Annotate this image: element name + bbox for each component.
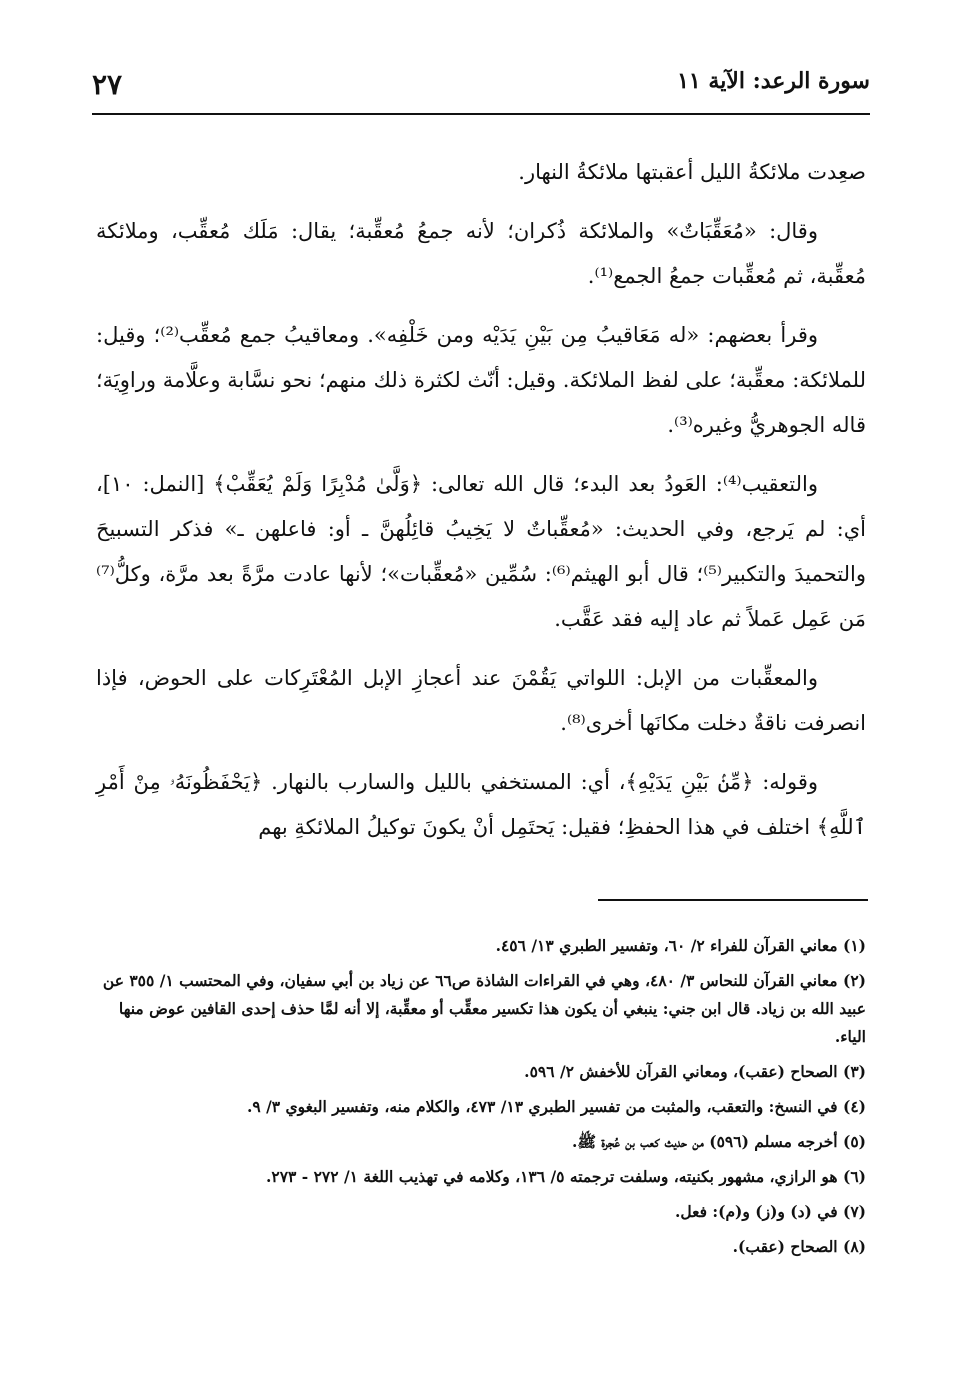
paragraph: صعِدت ملائكةُ الليل أعقبتها ملائكةُ النهار. xyxy=(518,160,866,184)
footnote-separator xyxy=(598,899,868,901)
running-title: سورة الرعد: الآية ١١ xyxy=(677,68,870,94)
paragraph: وقرأ بعضهم: «له مَعَاقيبُ مِن بَيْنِ يَدَيْه ومن خَلْفِه». ومعاقيبُ جمع مُعقِّب⁽²⁾؛ وقيل: للملائكة: معقِّبة؛ على لفظ الملائكة. وقيل: أنّث لكثرة ذلك منهم؛ نحو نسَّابة وعلَّامة وراوِيَة؛ قاله الجوهريُّ وغيره⁽³⁾. xyxy=(96,323,866,437)
footnote: (٦) هو الرازي، مشهور بكنيته، وسلفت ترجمته ٥/ ١٣٦، وكلامه في تهذيب اللغة ١/ ٢٧٢ - ٢٧٣. xyxy=(265,1167,866,1186)
paragraph: والمعقِّبات من الإبل: اللواتي يَقُمْنَ عند أعجازِ الإبل المُعْتَرِكات على الحوض، فإذا انصرفت ناقةٌ دخلت مكانَها أخرى⁽⁸⁾. xyxy=(96,666,866,735)
main-text xyxy=(96,150,866,864)
footnote: (٤) في النسخ: والتعقب، والمثبت من تفسير الطبري ١٣/ ٤٧٣، والكلام منه، وتفسير البغوي ٣/ ٩. xyxy=(246,1097,866,1116)
footnote: (٣) الصحاح (عقب)، ومعاني القرآن للأخفش ٢/ ٥٩٦. xyxy=(524,1062,866,1081)
footnotes xyxy=(96,932,866,1268)
footnote: (١) معاني القرآن للفراء ٢/ ٦٠، وتفسير الطبري ١٣/ ٤٥٦. xyxy=(495,936,866,955)
paragraph: وقوله: ﴿مِّنۢ بَيْنِ يَدَيْهِ﴾، أي: المستخفي بالليل والسارب بالنهار. ﴿يَحْفَظُونَهُۥ مِنْ أَمْرِ ٱللَّهِ﴾ اختلف في هذا الحفظِ؛ فقيل: يَحتَمِل أنْ يكونَ توكيلُ الملائكةِ بهم xyxy=(96,770,866,839)
footnote: (٢) معاني القرآن للنحاس ٣/ ٤٨٠، وهي في القراءات الشاذة ص٦٦ عن زياد بن أبي سفيان، وفي المحتسب ١/ ٣٥٥ عن عبيد الله بن زياد. قال ابن جني: ينبغي أن يكون هذا تكسير معقِّب أو معقِّبة، إلا أنه لمَّا حذف إحدى القافين عوض منها الياء. xyxy=(102,971,866,1046)
header-rule xyxy=(92,113,870,115)
paragraph: وقال: «مُعَقِّبَاتٌ» والملائكة ذُكران؛ لأنه جمعُ مُعقِّبة؛ يقال: مَلَك مُعقِّب، وملائكة مُعقِّبة، ثم مُعقِّبات جمعُ الجمع⁽¹⁾. xyxy=(96,219,866,288)
footnote: (٨) الصحاح (عقب). xyxy=(732,1237,866,1256)
paragraph: والتعقيب⁽⁴⁾: العَودُ بعد البدء؛ قال الله تعالى: ﴿وَلَّىٰ مُدْبِرًا وَلَمْ يُعَقِّبْ﴾ [النمل: ١٠]، أي: لم يَرجع، وفي الحديث: «مُعقِّباتٌ لا يَخِيبُ قائِلُهنَّ ـ أو: فاعلهن ـ» فذكر التسبيحَ والتحميدَ والتكبير⁽⁵⁾؛ قال أبو الهيثم⁽⁶⁾: سُمِّين «مُعقِّبات»؛ لأنها عادت مرَّةً بعد مرَّة، وكلُّ⁽⁷⁾ مَن عَمِل عَملاً ثم عاد إليه فقد عَقَّب. xyxy=(96,472,866,631)
footnote: (٧) في (د) و(ز) و(م): فعل. xyxy=(674,1202,866,1221)
page-number: ٢٧ xyxy=(92,68,123,101)
footnote: (٥) أخرجه مسلم (٥٩٦) من حديث كعب بن عُجرة ﷺ. xyxy=(571,1132,866,1151)
page-header xyxy=(92,62,870,110)
